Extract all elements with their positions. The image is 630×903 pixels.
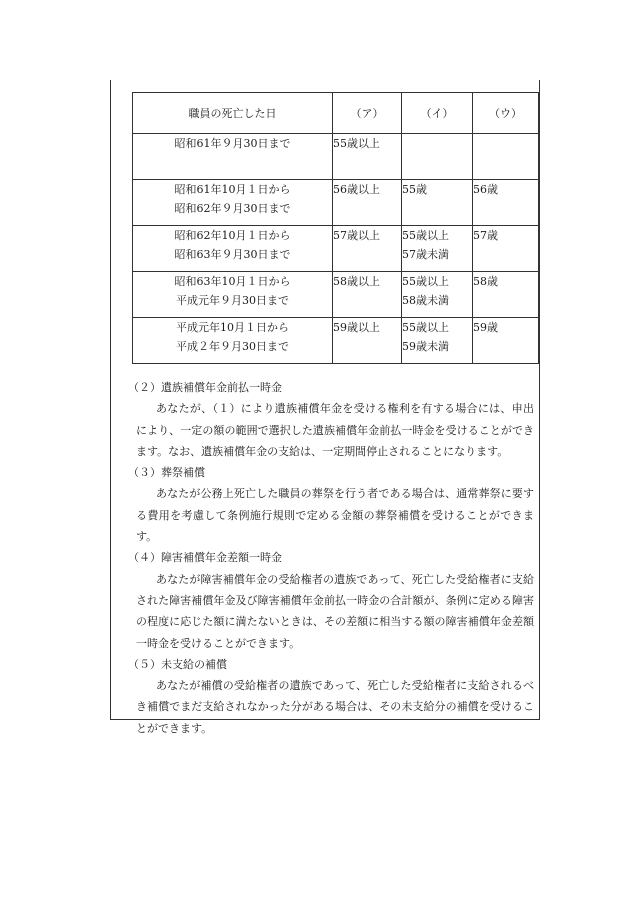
age-i-cell	[402, 134, 473, 180]
age-a-cell	[333, 272, 402, 318]
table-row	[133, 180, 539, 226]
cell-line: 昭和62年10月１日から	[174, 229, 291, 242]
age-u-cell	[473, 134, 539, 180]
benefit-sections	[128, 377, 534, 739]
section-number: （４）	[128, 551, 161, 565]
section-body: あなたが補償の受給権者の遺族であって、死亡した受給権者に支給されるべき補償でまだ支給されなかった分がある場合は、その未支給分の補償を受けることができます。	[136, 679, 534, 735]
cell-line: 58歳未満	[402, 294, 449, 307]
cell-line: 平成元年10月１日から	[176, 321, 289, 334]
age-u-cell	[473, 272, 539, 318]
cell-line: 昭和61年９月30日まで	[174, 137, 291, 150]
section-title: 遺族補償年金前払一時金	[161, 381, 282, 394]
section-body: あなたが公務上死亡した職員の葬祭を行う者である場合は、通常葬祭に要する費用を考慮して条例施行規則で定める金額の葬祭補償を受けることができます。	[136, 487, 534, 544]
cell-line: 57歳	[473, 229, 498, 242]
section-number: （５）	[128, 657, 161, 671]
section-heading	[128, 377, 534, 398]
cell-line: 昭和63年９月30日まで	[174, 248, 291, 261]
cell-line: 58歳以上	[333, 275, 380, 288]
table-row	[133, 226, 539, 272]
age-a-cell	[333, 134, 402, 180]
age-i-cell	[402, 272, 473, 318]
age-a-cell	[333, 226, 402, 272]
age-i-cell	[402, 226, 473, 272]
age-i-cell	[402, 318, 473, 364]
cell-line: 55歳以上	[402, 229, 449, 242]
section-heading	[128, 547, 534, 568]
cell-line: 平成元年９月30日まで	[176, 294, 289, 307]
table-row	[133, 134, 539, 180]
cell-line: 58歳	[473, 275, 498, 288]
section-title: 障害補償年金差額一時金	[161, 551, 282, 565]
date-cell	[133, 272, 333, 318]
section-title: 未支給の補償	[161, 657, 227, 671]
age-i-cell	[402, 180, 473, 226]
cell-line: 昭和61年10月１日から	[174, 183, 291, 196]
section-title: 葬祭補償	[161, 466, 205, 480]
section-number: （２）	[128, 381, 161, 394]
age-u-cell	[473, 226, 539, 272]
cell-line: 55歳	[402, 183, 427, 196]
header-a: （ア）	[333, 93, 402, 134]
cell-line: 57歳未満	[402, 248, 449, 261]
cell-line: 59歳	[473, 321, 498, 334]
header-u: （ウ）	[473, 93, 539, 134]
cell-line: 昭和62年９月30日まで	[174, 202, 291, 215]
table-row	[133, 272, 539, 318]
age-a-cell	[333, 318, 402, 364]
cell-line: 昭和63年10月１日から	[174, 275, 291, 288]
cell-line: 55歳以上	[333, 137, 380, 150]
date-cell	[133, 180, 333, 226]
table-header-row	[133, 93, 539, 134]
age-a-cell	[333, 180, 402, 226]
section-number: （３）	[128, 466, 161, 480]
section-body: あなたが障害補償年金の受給権者の遺族であって、死亡した受給権者に支給された障害補償年金及び障害補償年金前払一時金の合計額が、条例に定める障害の程度に応じた額に満たないときは、その差額に相当する額の障害補償年金差額一時金を受けることができます。	[136, 572, 534, 650]
cell-line: 56歳以上	[333, 183, 380, 196]
cell-line: 59歳未満	[402, 340, 449, 353]
cell-line: 55歳以上	[402, 321, 449, 334]
cell-line: 56歳	[473, 183, 498, 196]
section-heading	[128, 654, 534, 675]
date-cell	[133, 226, 333, 272]
header-i: （イ）	[402, 93, 473, 134]
cell-line: 57歳以上	[333, 229, 380, 242]
age-u-cell	[473, 180, 539, 226]
date-cell	[133, 318, 333, 364]
cell-line: 55歳以上	[402, 275, 449, 288]
date-cell	[133, 134, 333, 180]
section-heading	[128, 462, 534, 483]
age-u-cell	[473, 318, 539, 364]
table-row	[133, 318, 539, 364]
cell-line: 平成２年９月30日まで	[176, 340, 289, 353]
header-death-date: 職員の死亡した日	[133, 93, 333, 134]
section-body: あなたが、（１）により遺族補償年金を受ける権利を有する場合には、申出により、一定の額の範囲で選択した遺族補償年金前払一時金を受けることができます。なお、遺族補償年金の支給は、一定期間停止されることになります。	[136, 402, 534, 458]
cell-line: 59歳以上	[333, 321, 380, 334]
age-requirement-table	[132, 92, 539, 364]
